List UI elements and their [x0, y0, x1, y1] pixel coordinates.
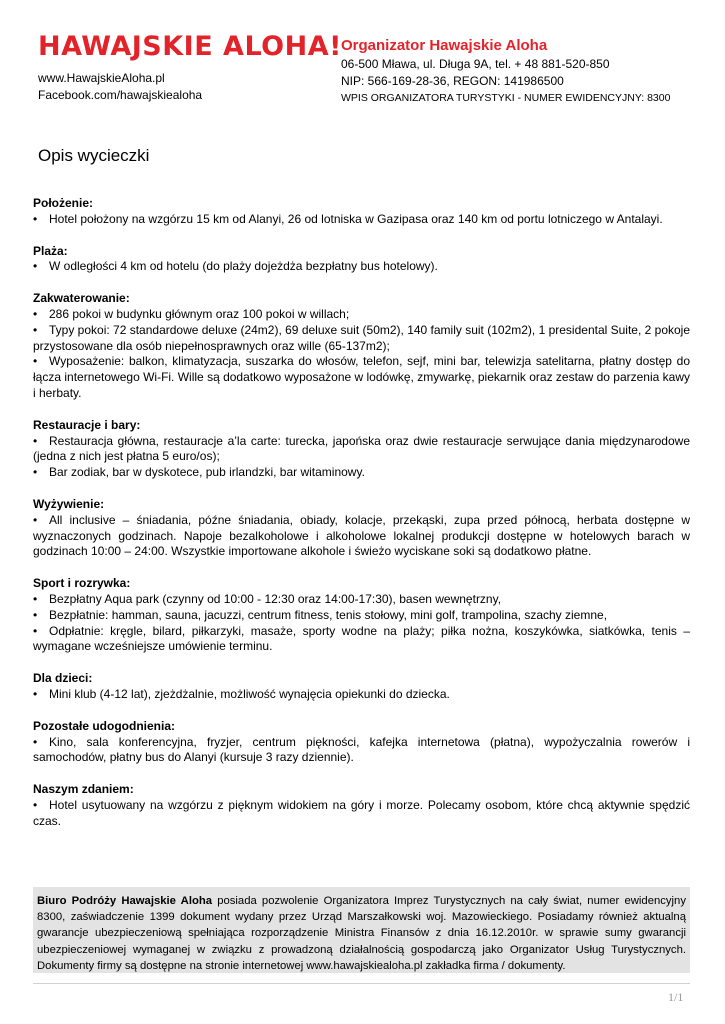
organizer-info	[341, 36, 670, 107]
bullet-icon: •	[33, 686, 38, 701]
bullet-text: Restauracja główna, restauracje a’la carte: turecka, japońska oraz dwie restauracje serwujące dania międzynarodowe (jedna z nich jest płatna 5 euro/os);	[33, 433, 690, 464]
bullet-icon: •	[33, 623, 38, 638]
bullet-item	[33, 624, 690, 656]
facebook-link[interactable]: Facebook.com/hawajskiealoha	[38, 88, 203, 102]
section-heading: Sport i rozrywka:	[33, 576, 131, 591]
section-heading: Naszym zdaniem:	[33, 782, 134, 797]
bullet-text: Wyposażenie: balkon, klimatyzacja, suszarka do włosów, telefon, sejf, mini bar, telewizja satelitarna, płatny dostęp do łącza internetowego Wi-Fi. Wille są dodatkowo wyposażone w lodówkę, zmywarkę, piekarnik oraz zestaw do parzenia kawy i herbaty.	[33, 354, 690, 400]
bullet-icon: •	[33, 591, 38, 606]
section-heading: Restauracje i bary:	[33, 417, 141, 432]
bullet-text: Typy pokoi: 72 standardowe deluxe (24m2), 69 deluxe suit (50m2), 140 family suit (102m2), 1 presidental Suite, 2 pokoje przystosowane dla osób niepełnosprawnych oraz wille (65-137m2);	[33, 322, 691, 353]
bullet-text: 286 pokoi w budynku głównym oraz 100 pokoi w willach;	[49, 306, 350, 321]
section-heading: Zakwaterowanie:	[33, 291, 130, 306]
bullet-item	[33, 212, 690, 228]
section	[33, 782, 690, 829]
section	[33, 196, 690, 228]
footer-text: posiada pozwolenie Organizatora Imprez Turystycznych na cały świat, numer ewidencyjny 8300, zaświadczenie 1399 dokument wydany przez Urząd Marszałkowski woj. Mazowieckiego. Posiadamy również aktualną gwarancje ubezpieczeniową spełniająca rozporządzenie Ministra Finansów z dnia 16.12.2010r. w sprawie sumy gwarancji ubezpieczeniowej wymaganej w związku z prowadzoną działalnością gospodarczą jako Organizator Usług Turystycznych. Dokumenty firmy są dostępne na stronie internetowej www.hawajskiealoha.pl zakładka firma / dokumenty.	[37, 895, 686, 972]
bullet-icon: •	[33, 797, 38, 812]
organizer-registry: WPIS ORGANIZATORA TURYSTYKI - NUMER EWIDENCYJNY: 8300	[341, 92, 671, 104]
bullet-icon: •	[33, 465, 38, 480]
section-heading: Pozostałe udogodnienia:	[33, 718, 176, 733]
section	[33, 576, 690, 655]
trip-description	[33, 196, 690, 846]
section	[33, 497, 690, 560]
bullet-text: Bezpłatny Aqua park (czynny od 10:00 - 12:30 oraz 14:00-17:30), basen wewnętrzny,	[49, 591, 502, 606]
bullet-icon: •	[33, 734, 38, 749]
section	[33, 418, 690, 481]
section	[33, 719, 690, 766]
bullet-icon: •	[33, 306, 38, 321]
bullet-text: Odpłatnie: kręgle, bilard, piłkarzyki, masaże, sporty wodne na plaży; piłka nożna, koszykówka, siatkówka, tenis – wymagane wcześniejsze umówienie terminu.	[33, 623, 690, 654]
bullet-text: Bar zodiak, bar w dyskotece, pub irlandzki, bar witaminowy.	[49, 465, 365, 480]
organizer-title: Organizator Hawajskie Aloha	[341, 37, 548, 54]
bullet-text: Kino, sala konferencyjna, fryzjer, centrum piękności, kafejka internetowa (płatna), wypożyczalnia rowerów i samochodów, płatny bus do Alanyi (kursuje 3 razy dziennie).	[33, 734, 690, 765]
logo: HAWAJSKIE ALOHA!	[38, 31, 342, 62]
bullet-text: All inclusive – śniadania, późne śniadania, obiady, kolacje, przekąski, zupa przed północą, herbata dostępne w wyznaczonych godzinach. Napoje bezalkoholowe i alkoholowe lokalnej produkcji dostępne w hotelowych barach w godzinach 10:00 – 24:00. Wszystkie importowane alkohole i świeżo wyciskane soki są dodatkowo płatne.	[33, 512, 690, 559]
bullet-text: Hotel usytuowany na wzgórzu z pięknym widokiem na góry i morze. Polecamy osobom, które chcą aktywnie spędzić czas.	[33, 797, 690, 828]
bullet-icon: •	[33, 512, 38, 527]
section-heading: Wyżywienie:	[33, 496, 105, 511]
bullet-item	[33, 735, 690, 767]
bullet-item	[33, 687, 690, 703]
bullet-item	[33, 513, 690, 560]
bullet-item	[33, 434, 690, 466]
page-number: 1/1	[668, 990, 684, 1004]
bullet-text: Mini klub (4-12 lat), zjeżdżalnie, możliwość wynajęcia opiekunki do dziecka.	[49, 686, 450, 701]
bullet-item	[33, 354, 690, 401]
site-links	[38, 70, 202, 104]
section	[33, 291, 690, 402]
bullet-item	[33, 465, 690, 481]
website-link[interactable]: www.HawajskieAloha.pl	[38, 71, 165, 85]
bullet-icon: •	[33, 211, 38, 226]
footer-divider	[33, 983, 690, 984]
bullet-icon: •	[33, 354, 38, 369]
section	[33, 244, 690, 276]
section-heading: Plaża:	[33, 243, 68, 258]
organizer-nip-regon: NIP: 566-169-28-36, REGON: 141986500	[341, 74, 564, 88]
bullet-item	[33, 592, 690, 608]
section	[33, 671, 690, 703]
bullet-icon: •	[33, 607, 38, 622]
bullet-item	[33, 608, 690, 624]
footer-company-name: Biuro Podróży Hawajskie Aloha	[37, 895, 213, 907]
organizer-address: 06-500 Mława, ul. Długa 9A, tel. + 48 881-520-850	[341, 57, 610, 71]
bullet-item	[33, 259, 690, 275]
bullet-text: W odległości 4 km od hotelu (do plaży dojeżdża bezpłatny bus hotelowy).	[49, 259, 438, 274]
section-heading: Położenie:	[33, 196, 94, 210]
bullet-icon: •	[33, 259, 38, 274]
bullet-icon: •	[33, 322, 38, 337]
section-heading: Dla dzieci:	[33, 671, 93, 686]
bullet-icon: •	[33, 433, 38, 448]
bullet-item	[33, 307, 690, 323]
bullet-text: Hotel położony na wzgórzu 15 km od Alanyi, 26 od lotniska w Gazipasa oraz 140 km od portu lotniczego w Antalayi.	[49, 211, 663, 226]
bullet-item	[33, 323, 690, 355]
bullet-text: Bezpłatnie: hamman, sauna, jacuzzi, centrum fitness, tenis stołowy, mini golf, trampolina, szachy ziemne,	[49, 607, 608, 622]
page-title: Opis wycieczki	[38, 146, 150, 165]
bullet-item	[33, 798, 690, 830]
footer-notice	[33, 887, 690, 973]
